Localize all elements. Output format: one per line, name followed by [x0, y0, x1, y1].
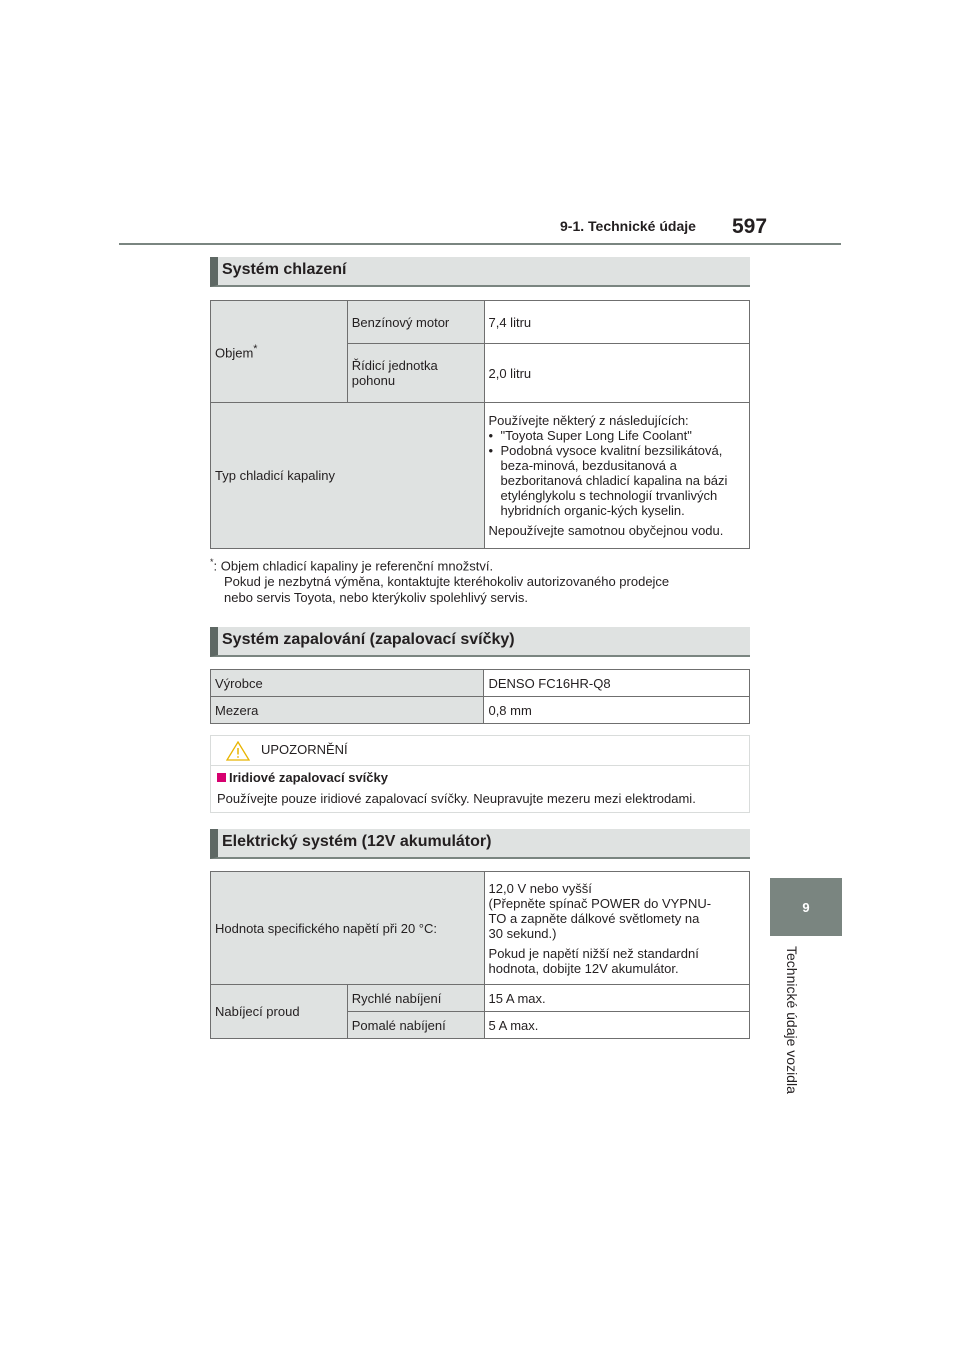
footnote-line-1: : Objem chladicí kapaliny je referenční množství. [213, 558, 494, 574]
voltage-label: Hodnota specifického napětí při 20 °C: [211, 872, 485, 985]
manufacturer-label: Výrobce [211, 670, 484, 697]
page-number: 597 [732, 215, 768, 238]
list-item: • Podobná vysoce kvalitní bezsilikátová, beza-minová, bezdusitanová a bezboritanová chladicí kapalina na bázi etylénglykolu s technologií trvanlivých hybridních organic-kých kyselin. [489, 443, 746, 518]
header-divider [119, 243, 841, 245]
table-row [211, 985, 750, 1012]
voltage-note-line-1: Pokud je napětí nižší než standardní [488, 945, 699, 961]
notice-subtitle: Iridiové zapalovací svíčky [229, 770, 388, 785]
ignition-section-title: Systém zapalování (zapalovací svíčky) [222, 631, 515, 648]
ignition-section-heading [210, 627, 750, 657]
footnote-line-2: Pokud je nezbytná výměna, kontaktujte kteréhokoliv autorizovaného prodejce [224, 574, 670, 590]
manufacturer-value: DENSO FC16HR-Q8 [484, 670, 750, 697]
cooling-section-title: Systém chlazení [222, 261, 347, 278]
cooling-table [210, 300, 750, 549]
fast-charge-label: Rychlé nabíjení [347, 985, 484, 1012]
coolant-bullet-1: "Toyota Super Long Life Coolant" [500, 428, 692, 443]
coolant-bullet-2: Podobná vysoce kvalitní bezsilikátová, beza-minová, bezdusitanová a bezboritanová chladicí kapalina na bázi etylénglykolu s technologií trvanlivých hybridních organic-kých kyselin. [500, 443, 728, 518]
chapter-title: Technické údaje vozidla [784, 946, 800, 1094]
cooling-section-heading [210, 257, 750, 287]
fast-charge-value: 15 A max. [484, 985, 749, 1012]
coolant-label: Typ chladicí kapaliny [211, 403, 485, 549]
volume-label: Objem [215, 345, 254, 361]
footnote-mark: * [210, 557, 214, 567]
volume-label-cell [211, 301, 348, 403]
notice-subtitle-row [217, 770, 388, 785]
table-row [211, 403, 750, 549]
table-row [211, 301, 750, 344]
footnote-line-3: nebo servis Toyota, nebo kterýkoliv spolehlivý servis. [224, 590, 528, 606]
voltage-value-line-1: 12,0 V nebo vyšší [488, 880, 592, 896]
voltage-value-line-2: (Přepněte spínač POWER do VYPNU- [488, 895, 712, 911]
table-row [211, 670, 750, 697]
square-bullet-icon [217, 773, 226, 782]
notice-box [210, 735, 750, 813]
voltage-value-cell [484, 872, 749, 985]
slow-charge-label: Pomalé nabíjení [347, 1012, 484, 1039]
list-item: • "Toyota Super Long Life Coolant" [488, 428, 692, 443]
table-row [211, 872, 750, 985]
gas-engine-value: 7,4 litru [484, 301, 750, 344]
electrical-table [210, 871, 750, 1039]
table-row [211, 697, 750, 724]
electrical-section-title: Elektrický systém (12V akumulátor) [222, 833, 492, 850]
notice-title-row [211, 736, 749, 766]
gap-label: Mezera [211, 697, 484, 724]
coolant-value-cell [484, 403, 750, 549]
ignition-table [210, 669, 750, 724]
coolant-intro: Používejte některý z následujících: [488, 413, 689, 428]
gas-engine-label: Benzínový motor [347, 301, 484, 344]
notice-text: Používejte pouze iridiové zapalovací svíčky. Neupravujte mezeru mezi elektrodami. [217, 791, 696, 806]
chapter-number: 9 [802, 899, 810, 915]
section-title: 9-1. Technické údaje [560, 218, 696, 234]
voltage-note-line-2: hodnota, dobijte 12V akumulátor. [488, 960, 679, 976]
cooling-footnote [210, 554, 669, 606]
coolant-note: Nepoužívejte samotnou obyčejnou vodu. [488, 523, 724, 538]
voltage-value-line-4: 30 sekund.) [488, 925, 557, 941]
pcu-value: 2,0 litru [484, 344, 750, 403]
slow-charge-value: 5 A max. [484, 1012, 749, 1039]
pcu-label: Řídicí jednotka pohonu [347, 344, 484, 403]
chapter-tab [770, 878, 842, 936]
voltage-value-line-3: TO a zapněte dálkové světlomety na [488, 910, 700, 926]
electrical-section-heading [210, 829, 750, 859]
volume-footnote-mark: * [253, 343, 258, 356]
notice-title: UPOZORNĚNÍ [261, 742, 348, 757]
warning-triangle-icon [226, 741, 250, 761]
current-label: Nabíjecí proud [211, 985, 348, 1039]
gap-value: 0,8 mm [484, 697, 750, 724]
